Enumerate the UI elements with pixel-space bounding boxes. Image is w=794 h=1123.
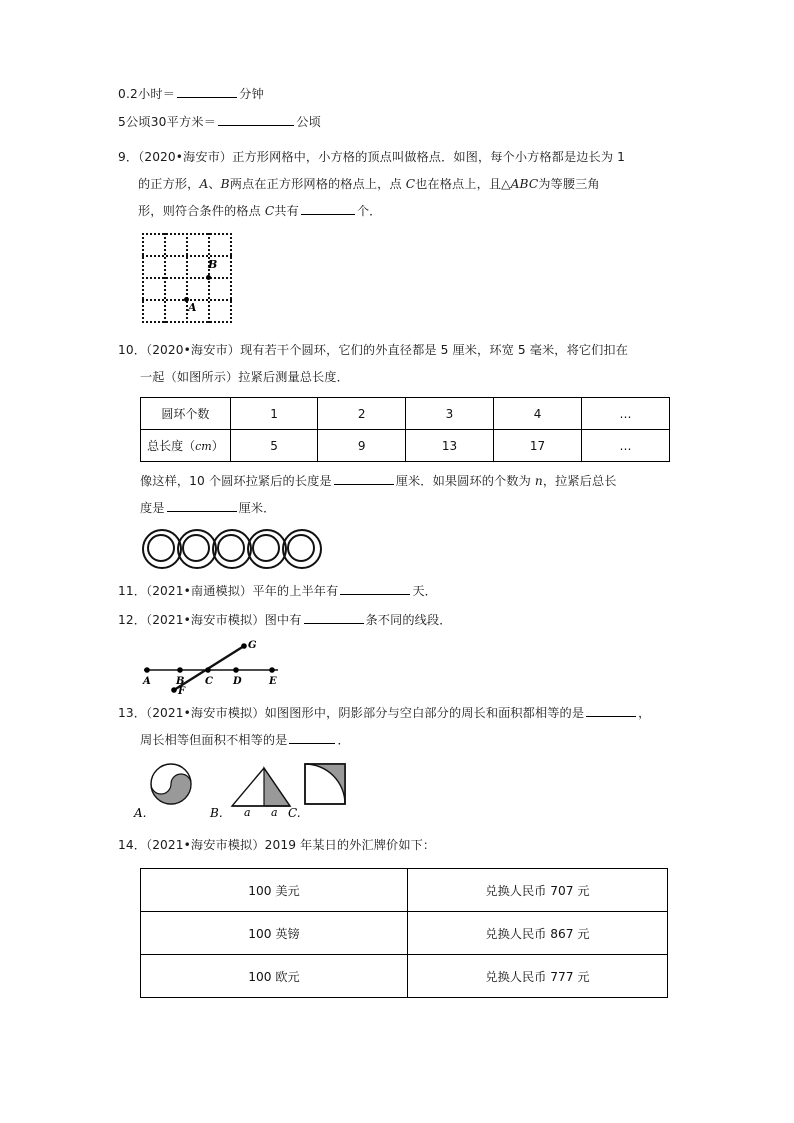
rings-chain-figure xyxy=(142,528,342,570)
question-12 xyxy=(118,607,678,634)
table-cell-currency: 100 英镑 xyxy=(141,912,408,955)
segment-point-C-label: C xyxy=(205,676,213,687)
table-row xyxy=(141,398,670,430)
q9-triangle-abc: ABC xyxy=(510,177,539,191)
q9-point-A: A xyxy=(199,177,209,191)
table-row-header-length xyxy=(141,430,231,462)
q9-t3c: 个． xyxy=(356,204,382,218)
question-13 xyxy=(118,700,678,754)
q10-fa: 像这样，10 个圆环拉紧后的长度是 xyxy=(140,474,332,488)
question-14-line: 14．（2021•海安市模拟）2019 年某日的外汇牌价如下： xyxy=(118,838,436,852)
shaded-shapes-figure xyxy=(134,762,474,820)
question-9-line-3 xyxy=(118,198,678,225)
q10-fe: 厘米． xyxy=(238,501,276,515)
q12-tb: 条不同的线段． xyxy=(365,613,452,627)
q9-point-C: C xyxy=(405,177,416,191)
answer-blank[interactable] xyxy=(301,201,355,215)
q9-t3b: 共有 xyxy=(274,204,299,218)
ring-2 xyxy=(177,529,217,569)
q13-t2a: 周长相等但面积不相等的是 xyxy=(140,733,288,747)
shape-label-C: C. xyxy=(288,806,301,820)
table-cell-currency: 100 欧元 xyxy=(141,955,408,998)
question-13-number: 13 xyxy=(118,706,134,720)
exchange-rate-table xyxy=(140,868,668,998)
q9-t2c: 两点在正方形网格的格点上，点 xyxy=(229,177,406,191)
table-cell: 2 xyxy=(318,398,406,430)
question-12-line: 12．（2021•海安市模拟）图中有 条不同的线段． xyxy=(118,607,678,634)
fill-blank-hectare-prefix: 5公顷30平方米＝ xyxy=(118,115,217,129)
grid-point-A-label: A xyxy=(188,301,197,314)
question-10-source: （2020•海安市） xyxy=(146,343,241,357)
table-cell: 3 xyxy=(405,398,493,430)
shape-label-B: B. xyxy=(210,806,223,820)
table-cell: … xyxy=(582,430,670,462)
square-quarter-arc-icon xyxy=(302,762,348,810)
question-12-source: （2021•海安市模拟） xyxy=(146,613,265,627)
table-cell-currency: 100 美元 xyxy=(141,869,408,912)
table-cell: 9 xyxy=(318,430,406,462)
triangle-base-label-left: a xyxy=(244,806,251,819)
q10-fb: 厘米．如果圆环的个数为 xyxy=(395,474,535,488)
question-9 xyxy=(118,144,678,225)
table-row xyxy=(141,955,668,998)
yin-yang-circle-icon xyxy=(148,762,194,810)
table-row-header-count: 圆环个数 xyxy=(141,398,231,430)
length-label-suffix: ） xyxy=(211,439,224,453)
question-9-number: 9 xyxy=(118,150,126,164)
answer-blank[interactable] xyxy=(177,84,237,98)
segment-point-D-label: D xyxy=(233,676,242,687)
answer-blank[interactable] xyxy=(289,730,335,744)
question-11 xyxy=(118,578,678,605)
grid-line-h1 xyxy=(142,255,232,277)
grid-point-B-label: B xyxy=(208,258,218,271)
rings-length-table xyxy=(140,397,670,462)
question-11-number: 11 xyxy=(118,584,134,598)
q9-t3a: 形，则符合条件的格点 xyxy=(138,204,265,218)
q10-fd: 度是 xyxy=(140,501,165,515)
answer-blank[interactable] xyxy=(218,112,294,126)
question-12-number: 12 xyxy=(118,613,134,627)
answer-blank[interactable] xyxy=(304,610,364,624)
question-10-followup-line-1 xyxy=(140,468,678,495)
triangle-base-label-right: a xyxy=(271,806,278,819)
question-11-source: （2021•南通模拟） xyxy=(146,584,253,598)
lattice-grid-figure xyxy=(142,233,234,327)
table-row xyxy=(141,912,668,955)
q10-var-n: n xyxy=(534,474,543,488)
question-10-line-2: 一起（如图所示）拉紧后测量总长度． xyxy=(140,370,349,384)
question-14-source: （2021•海安市模拟） xyxy=(146,838,265,852)
answer-blank[interactable] xyxy=(586,703,636,717)
q9-t2e: 为等腰三角 xyxy=(538,177,600,191)
fill-blank-hectare-line xyxy=(118,108,678,136)
question-13-source: （2021•海安市模拟） xyxy=(146,706,265,720)
segment-point-F-label: F xyxy=(178,686,186,697)
fill-blank-hours-suffix: 分钟 xyxy=(239,87,264,101)
length-label-prefix: 总长度（ xyxy=(147,439,196,453)
grid-line-h2 xyxy=(142,277,232,299)
question-10-followup-line-2 xyxy=(140,495,678,522)
segment-point-G-label: G xyxy=(248,640,257,651)
shape-label-A: A. xyxy=(134,806,147,820)
table-cell-rmb: 兑换人民币 707 元 xyxy=(408,869,668,912)
table-row xyxy=(141,430,670,462)
question-13-line-1: 13．（2021•海安市模拟）如图图形中，阴影部分与空白部分的周长和面积都相等的是 ， xyxy=(118,700,678,727)
question-10-followup xyxy=(118,468,678,522)
answer-blank[interactable] xyxy=(167,498,237,512)
question-10-number: 10 xyxy=(118,343,134,357)
question-10-line-1: 10．（2020•海安市）现有若干个圆环，它们的外直径都是 5 厘米，环宽 5 毫米，将它们扣在 xyxy=(118,343,629,357)
fill-blank-hours-prefix: 0.2小时＝ xyxy=(118,87,176,101)
document-content xyxy=(118,80,678,998)
grid-line-h3 xyxy=(142,299,232,321)
table-cell: 4 xyxy=(494,398,582,430)
table-cell-rmb: 兑换人民币 867 元 xyxy=(408,912,668,955)
question-10 xyxy=(118,337,678,391)
q13-t1b: ， xyxy=(638,706,651,720)
q11-tb: 天． xyxy=(412,584,437,598)
question-11-line: 11．（2021•南通模拟）平年的上半年有 天． xyxy=(118,578,678,605)
ring-3 xyxy=(212,529,252,569)
table-cell-rmb: 兑换人民币 777 元 xyxy=(408,955,668,998)
table-row xyxy=(141,869,668,912)
segment-point-B-label: B xyxy=(176,676,185,687)
line-segments-svg xyxy=(136,638,286,696)
fill-blank-hectare-suffix: 公顷 xyxy=(296,115,321,129)
q9-point-B: B xyxy=(220,177,230,191)
fill-blank-hours-line xyxy=(118,80,678,108)
question-9-text-1: 正方形网格中，小方格的顶点叫做格点．如图，每个小方格都是边长为 1 xyxy=(232,150,625,164)
q9-t2a: 的正方形， xyxy=(138,177,200,191)
question-10-text-1: 现有若干个圆环，它们的外直径都是 5 厘米，环宽 5 毫米，将它们扣在 xyxy=(240,343,629,357)
line-segments-figure xyxy=(136,638,286,696)
q13-t1a: 如图图形中，阴影部分与空白部分的周长和面积都相等的是 xyxy=(264,706,585,720)
segment-point-A-label: A xyxy=(143,676,151,687)
segment-point-E-label: E xyxy=(269,676,277,687)
q9-t2d: 也在格点上，且△ xyxy=(415,177,511,191)
q14-text: 2019 年某日的外汇牌价如下： xyxy=(264,838,436,852)
question-9-line-1: 9．（2020•海安市）正方形网格中，小方格的顶点叫做格点．如图，每个小方格都是边长为 1 xyxy=(118,150,625,164)
table-cell: 1 xyxy=(230,398,318,430)
answer-blank[interactable] xyxy=(334,471,394,485)
ring-1 xyxy=(142,529,182,569)
table-cell: 13 xyxy=(405,430,493,462)
triangle-half-shaded-icon xyxy=(224,764,300,812)
ring-4 xyxy=(247,529,287,569)
length-unit: cm xyxy=(195,440,212,453)
q10-fc: ，拉紧后总长 xyxy=(542,474,617,488)
table-cell: 5 xyxy=(230,430,318,462)
ring-5 xyxy=(282,529,322,569)
question-9-line-2 xyxy=(118,171,678,198)
question-9-source: （2020•海安市） xyxy=(138,150,233,164)
q13-t2b: ． xyxy=(337,733,350,747)
answer-blank[interactable] xyxy=(340,581,410,595)
q11-ta: 平年的上半年有 xyxy=(252,584,339,598)
grid-point-B-dot xyxy=(206,275,211,280)
question-14 xyxy=(118,832,678,859)
table-cell: … xyxy=(582,398,670,430)
q12-ta: 图中有 xyxy=(264,613,302,627)
q9-t2b: 、 xyxy=(208,177,221,191)
question-14-number: 14 xyxy=(118,838,134,852)
q9-point-C2: C xyxy=(264,204,275,218)
table-cell: 17 xyxy=(494,430,582,462)
question-13-line-2 xyxy=(118,727,678,754)
